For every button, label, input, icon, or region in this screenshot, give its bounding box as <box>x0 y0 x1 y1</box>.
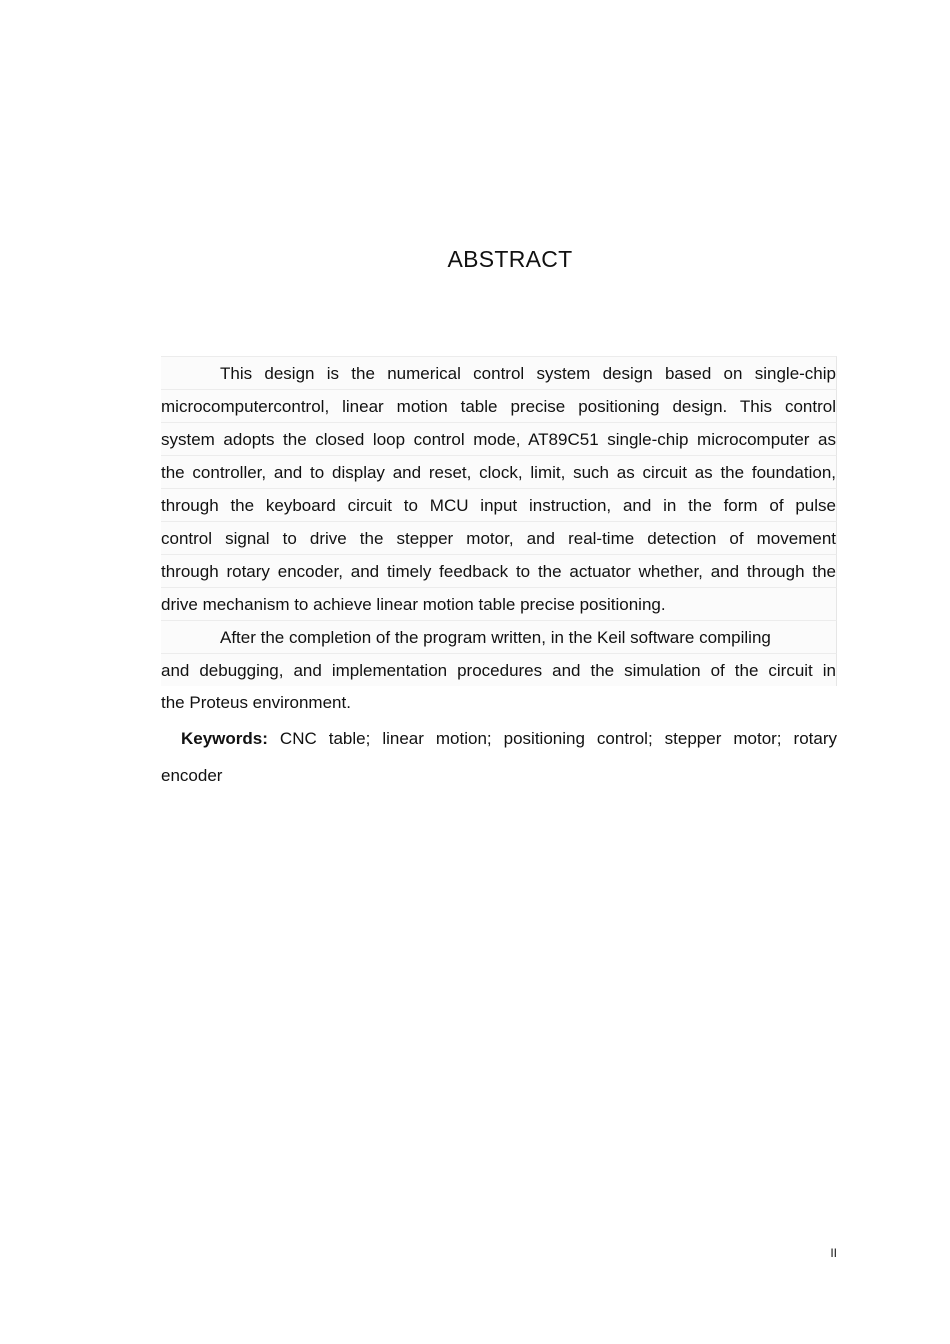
paragraph-line: microcomputercontrol, linear motion table precise positioning design. This control <box>161 389 837 422</box>
paragraph-line: drive mechanism to achieve linear motion table precise positioning. <box>161 587 837 620</box>
paragraph-line: control signal to drive the stepper motor, and real-time detection of movement <box>161 521 837 554</box>
paragraph-line: through the keyboard circuit to MCU input instruction, and in the form of pulse <box>161 488 837 521</box>
keywords-line-continued: encoder <box>161 766 223 785</box>
paragraph-line: system adopts the closed loop control mode, AT89C51 single-chip microcomputer as <box>161 422 837 455</box>
page-title: ABSTRACT <box>447 246 573 272</box>
paragraph-line: the Proteus environment. <box>161 693 351 712</box>
paragraph-line: and debugging, and implementation procedures and the simulation of the circuit in <box>161 653 837 686</box>
keywords-label: Keywords: <box>181 729 268 748</box>
paragraph-line: After the completion of the program written, in the Keil software compiling <box>161 620 837 653</box>
keywords-values: CNC table; linear motion; positioning control; stepper motor; rotary <box>279 729 837 748</box>
abstract-paragraph-2 <box>161 620 837 719</box>
paragraph-line: through rotary encoder, and timely feedback to the actuator whether, and through the <box>161 554 837 587</box>
paragraph-line: the controller, and to display and reset, clock, limit, such as circuit as the foundation, <box>161 455 837 488</box>
page-number: II <box>830 1246 837 1260</box>
keywords-block <box>161 720 837 794</box>
abstract-paragraph-1 <box>161 356 837 620</box>
abstract-body <box>161 356 837 719</box>
paragraph-line: This design is the numerical control system design based on single-chip <box>161 356 837 389</box>
keywords-line <box>161 720 837 757</box>
